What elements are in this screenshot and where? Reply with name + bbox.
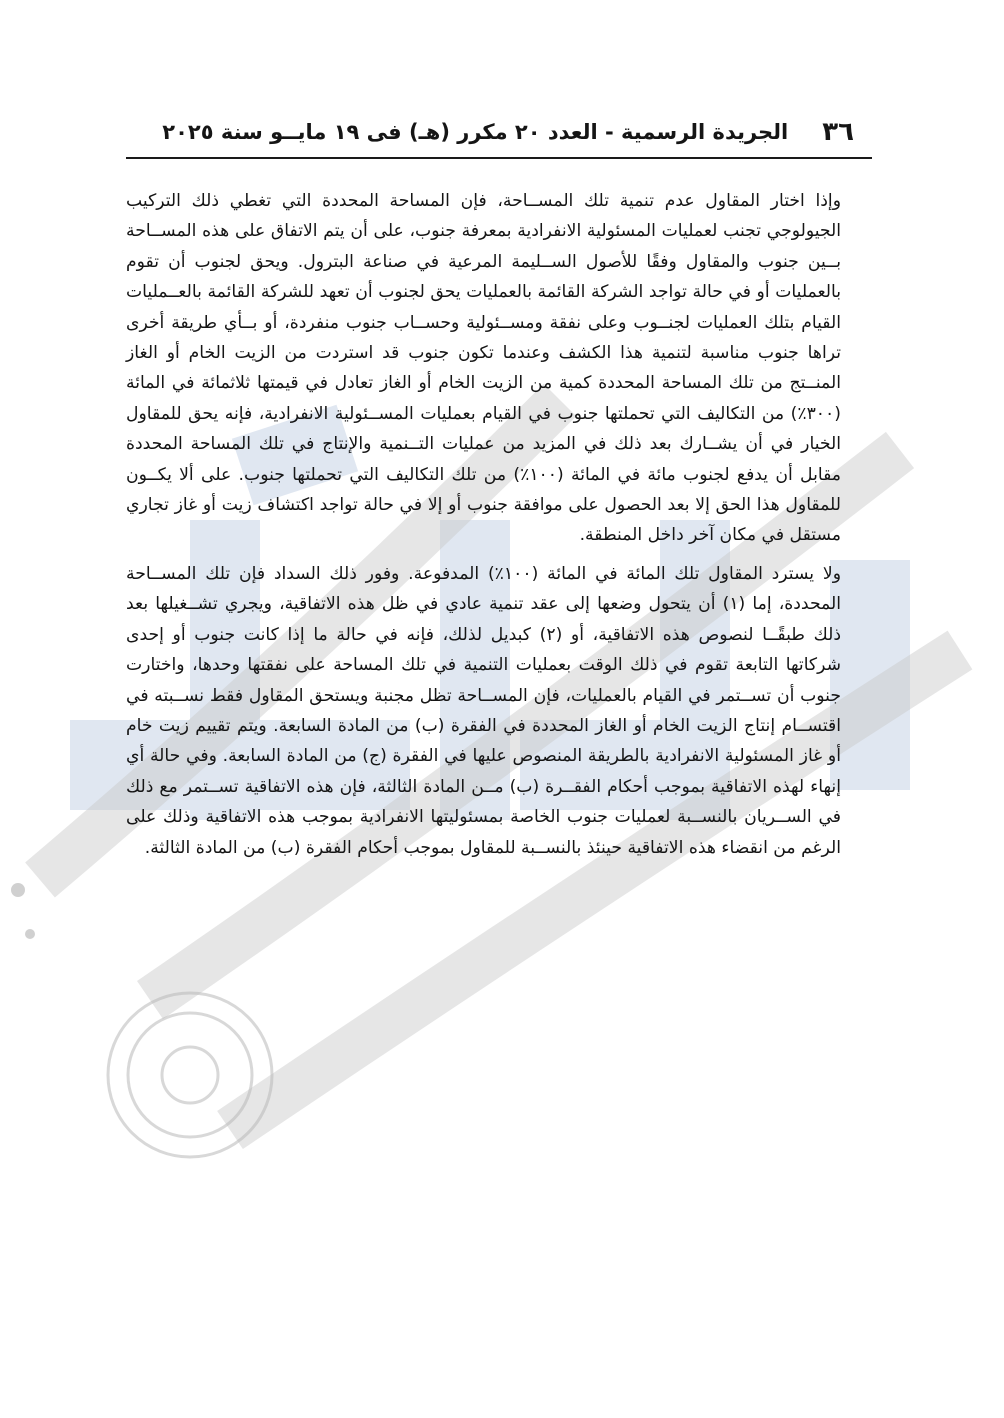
page-header xyxy=(128,110,872,154)
page-number: ٣٦ xyxy=(822,117,854,147)
gazette-title: الجريدة الرسمية - العدد ٢٠ مكرر (هـ) فى ١٩ مايــو سنة ٢٠٢٥ xyxy=(162,120,789,144)
watermark-seal xyxy=(108,993,272,1157)
watermark-dots xyxy=(11,883,35,939)
header-divider xyxy=(126,157,872,159)
paragraph: ولا يسترد المقاول تلك المائة في المائة (١٠٠٪) المدفوعة. وفور ذلك السداد فإن تلك المســاحة المحددة، إما (١) أن يتحول وضعها إلى عقد تنمية عادي في ظل هذه الاتفاقية، ويجري تشــغيلها بعد ذلك طبقًــا لنصوص هذه الاتفاقية، أو (٢) كبديل لذلك، فإنه في حالة ما إذا كانت جنوب أو إحدى شركاتها التابعة تقوم في ذلك الوقت بعمليات التنمية في تلك المساحة على نفقتها وحدها، واختارت جنوب أن تســتمر في القيام بالعمليات، فإن المســاحة تظل مجنبة ويستحق المقاول فقط نســبته في اقتســام إنتاج الزيت الخام أو الغاز المحددة في الفقرة (ب) من المادة السابعة. ويتم تقييم زيت خام أو غاز المسئولية الانفرادية بالطريقة المنصوص عليها في الفقرة (ج) من المادة السابعة. وفي حالة أي إنهاء لهذه الاتفاقية بموجب أحكام الفقــرة (ب) مــن المادة الثالثة، فإن هذه الاتفاقية تســتمر مع ذلك في الســريان بالنســبة لعمليات جنوب الخاصة بمسئوليتها الانفرادية بموجب هذه الاتفاقية وذلك على الرغم من انقضاء هذه الاتفاقية حينئذ بالنســبة للمقاول بموجب أحكام الفقرة (ب) من المادة الثالثة. xyxy=(126,563,841,858)
paragraph: وإذا اختار المقاول عدم تنمية تلك المســاحة، فإن المساحة المحددة التي تغطي ذلك التركيب الجيولوجي تجنب لعمليات المسئولية الانفرادية بمعرفة جنوب، على أن يتم الاتفاق على هذه المســاحة بــين جنوب والمقاول وفقًا للأصول الســليمة المرعية في صناعة البترول. ويحق لجنوب أن تقوم بالعمليات أو في حالة تواجد الشركة القائمة بالعمليات يحق لجنوب أن تعهد للشركة القائمة بالعــمليات القيام بتلك العمليات لجنــوب وعلى نفقة ومســئولية وحســاب جنوب منفردة، أو بــأي طريقة أخرى تراها جنوب مناسبة لتنمية هذا الكشف وعندما تكون جنوب قد استردت من الزيت الخام أو الغاز المنــتج من تلك المساحة المحددة كمية من الزيت الخام أو الغاز تعادل في قيمتها ثلاثمائة في المائة (٣٠٠٪) من التكاليف التي تحملتها جنوب في القيام بعمليات المســئولية الانفرادية، فإنه يحق للمقاول الخيار في أن يشــارك بعد ذلك في المزيد من عمليات التــنمية والإنتاج في تلك المساحة المحددة مقابل أن يدفع لجنوب مائة في المائة (١٠٠٪) من تلك التكاليف التي تحملتها جنوب. على ألا يكــون للمقاول هذا الحق إلا بعد الحصول على موافقة جنوب أو إلا في حالة تواجد اكتشاف زيت أو غاز تجاري مستقل في مكان آخر داخل المنطقة. xyxy=(126,191,841,546)
document-body xyxy=(126,186,841,871)
